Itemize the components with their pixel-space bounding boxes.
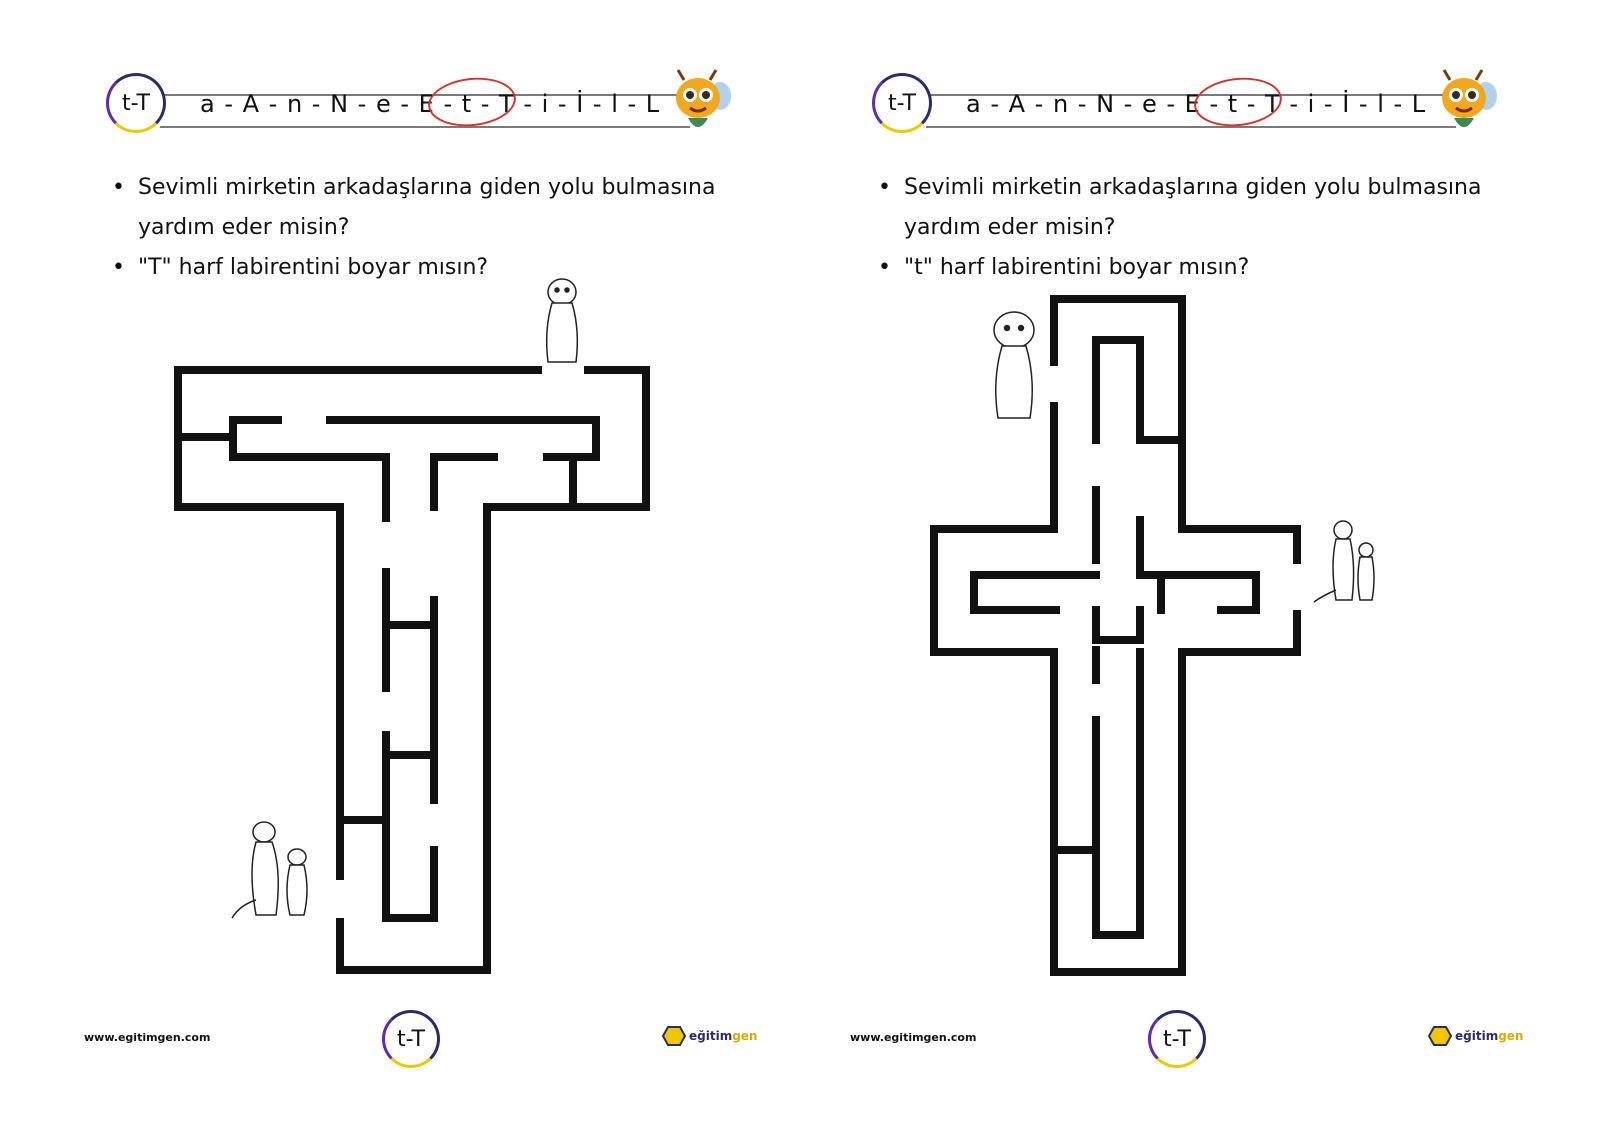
bee-mascot-icon [1436, 68, 1498, 138]
meerkat-pair-icon [1314, 521, 1374, 602]
egitimgen-logo-icon [1428, 1026, 1452, 1046]
header-alphabet: a - A - n - N - e - E - t - T - i - İ - l - L [966, 90, 1427, 118]
bullet-icon: • [112, 255, 125, 280]
instruction-1: • Sevimli mirketin arkadaşlarına giden yolu bulmasına [112, 168, 715, 208]
header-letter-badge: t-T [106, 73, 166, 133]
instruction-1: • Sevimli mirketin arkadaşlarına giden yolu bulmasına [878, 168, 1481, 208]
instructions [112, 168, 715, 288]
egitimgen-logo: eğitimgen [662, 1026, 757, 1046]
instruction-2: • "T" harf labirentini boyar mısın? [112, 248, 715, 288]
bullet-icon: • [878, 255, 891, 280]
header-alphabet: a - A - n - N - e - E - t - T - i - İ - l - L [200, 90, 661, 118]
instructions [878, 168, 1481, 288]
footer-url[interactable]: www.egitimgen.com [850, 1031, 977, 1044]
instruction-2: • "t" harf labirentini boyar mısın? [878, 248, 1481, 288]
header-letter-badge: t-T [872, 73, 932, 133]
egitimgen-logo-icon [662, 1026, 686, 1046]
bullet-icon: • [878, 175, 891, 200]
instruction-1-cont: yardım eder misin? [904, 215, 1116, 240]
egitimgen-logo: eğitimgen [1428, 1026, 1523, 1046]
footer-letter-badge: t-T [1148, 1010, 1206, 1068]
bee-mascot-icon [670, 68, 732, 138]
meerkat-icon [547, 279, 578, 362]
meerkat-icon [994, 312, 1034, 418]
bullet-icon: • [112, 175, 125, 200]
footer-url[interactable]: www.egitimgen.com [84, 1031, 211, 1044]
footer-letter-badge: t-T [382, 1010, 440, 1068]
worksheet-page-t [766, 0, 1566, 1131]
meerkat-pair-icon [232, 822, 307, 918]
instruction-1-cont: yardım eder misin? [138, 215, 350, 240]
